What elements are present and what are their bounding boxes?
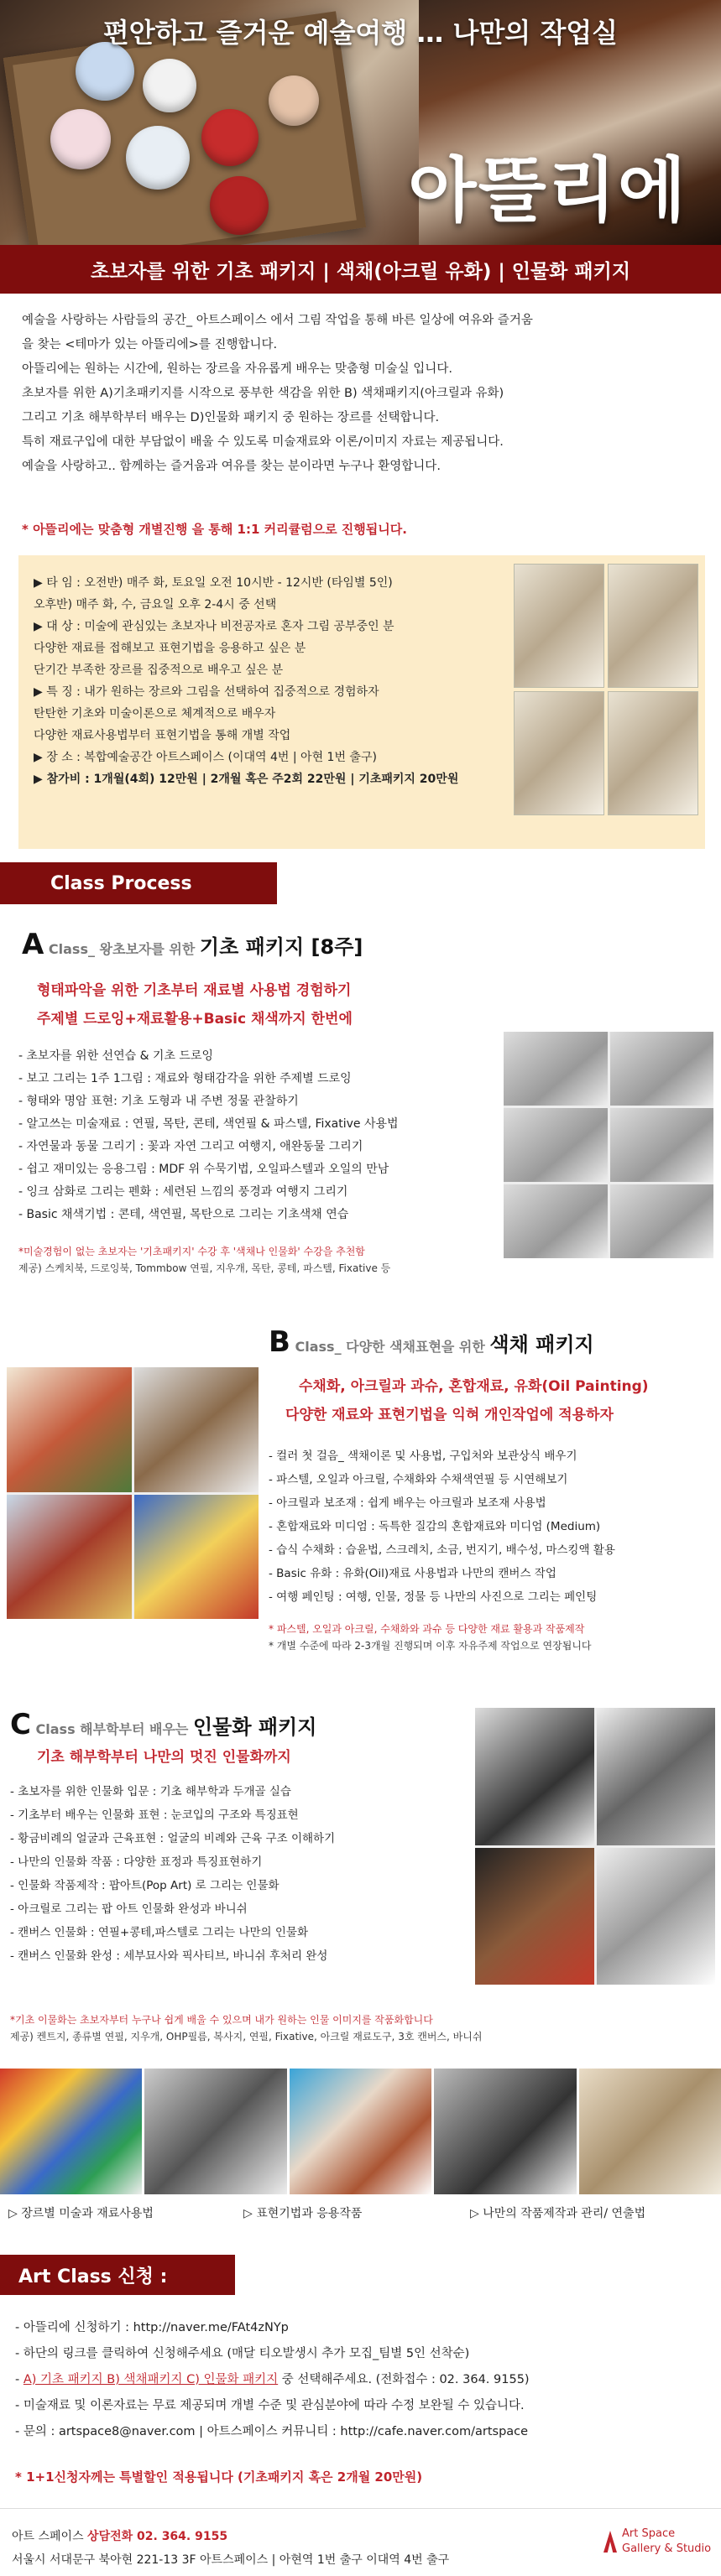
curriculum-item: - 황금비례의 얼굴과 근육표현 : 얼굴의 비례와 근육 구조 이해하기	[10, 1832, 336, 1845]
curriculum-item: - 초보자를 위한 선연습 & 기초 드로잉	[18, 1049, 214, 1063]
curriculum-item: - 아크릴로 그리는 팝 아트 인물화 완성과 바니쉬	[10, 1902, 248, 1916]
classC-note: 제공) 켄트지, 종류별 연필, 지우개, OHP필름, 복사지, 연필, Fixative, 아크릴 재료도구, 3호 캔버스, 바니쉬	[10, 2031, 483, 2043]
process-caption: ▷ 나만의 작품제작과 관리/ 연출법	[470, 2207, 646, 2220]
curriculum-item: - Basic 채색기법 : 콘테, 색연필, 목탄으로 그리는 기초색채 연습	[18, 1208, 349, 1221]
classB-highlight: 수채화, 아크릴과 과슈, 혼합재료, 유화(Oil Painting)	[299, 1378, 649, 1395]
info-row: ▶ 타 임 : 오전반) 매주 화, 토요일 오전 10시반 - 12시반 (타임별 5인)	[34, 576, 393, 590]
process-caption: ▷ 표현기법과 응용작품	[243, 2207, 363, 2220]
artwork-image	[504, 1184, 608, 1258]
intro-text	[22, 309, 702, 479]
classC-artwork-collage	[475, 1708, 715, 1985]
artwork-image	[597, 1708, 716, 1845]
info-row: 단기간 부족한 장르를 집중적으로 배우고 싶은 분	[34, 664, 284, 677]
classC-note: *기초 이물화는 초보자부터 누구나 쉽게 배울 수 있으며 내가 원하는 인물 이미지를 작품화합니다	[10, 2014, 433, 2026]
process-photo	[434, 2069, 576, 2194]
apply-line: - 하단의 링크를 클릭하여 신청해주세요 (매달 티오발생시 추가 모집_팀별 5인 선착순)	[15, 2347, 470, 2360]
curriculum-item: - 기초부터 배우는 인물화 표현 : 눈코입의 구조와 특징표현	[10, 1808, 299, 1822]
logo-text: Gallery & Studio	[622, 2542, 712, 2555]
artwork-image	[475, 1848, 594, 1985]
hero-tagline: 편안하고 즐거운 예술여행 … 나만의 작업실	[102, 17, 619, 49]
paint-cap	[269, 75, 319, 126]
intro-line: 을 찾는 <테마가 있는 아뜰리에>를 진행합니다.	[22, 338, 278, 351]
classC-letter: C	[10, 1708, 31, 1741]
curriculum-item: - 여행 페인팅 : 여행, 인물, 정물 등 나만의 사진으로 그리는 페인팅	[269, 1590, 598, 1604]
footer	[0, 2508, 721, 2576]
artwork-image	[475, 1708, 594, 1845]
curriculum-item: - 캔버스 인물화 완성 : 세부묘사와 픽사티브, 바니쉬 후처리 완성	[10, 1949, 328, 1963]
classA-notes	[18, 1243, 390, 1277]
paint-cap	[143, 59, 196, 112]
curriculum-item: - 쉽고 재미있는 응용그림 : MDF 위 수묵기법, 오일파스텔과 오일의 만남	[18, 1163, 389, 1176]
classC-subtitle: Class 해부학부터 배우는	[35, 1721, 189, 1737]
apply-line	[15, 2367, 712, 2393]
classB-highlight: 다양한 재료와 표현기법을 익혀 개인작업에 적용하자	[285, 1407, 614, 1423]
curriculum-item: - 파스텔, 오일과 아크릴, 수채화와 수채색연필 등 시연해보기	[269, 1473, 568, 1486]
info-row: ▶ 대 상 : 미술에 관심있는 초보자나 비전공자로 혼자 그림 공부중인 분	[34, 620, 394, 633]
studio-photo	[608, 691, 698, 815]
process-photo-strip	[0, 2069, 721, 2194]
classB-artwork-collage	[7, 1367, 259, 1619]
studio-photo	[514, 564, 604, 688]
artwork-image	[504, 1108, 608, 1182]
intro-line: 그리고 기초 해부학부터 배우는 D)인물화 패키지 중 원하는 장르를 선택합니다.	[22, 411, 440, 424]
info-rows	[34, 572, 529, 790]
special-discount: * 1+1신청자께는 특별할인 적용됩니다 (기초패키지 혹은 2개월 20만원)	[15, 2469, 423, 2485]
info-row: ▶ 특 징 : 내가 원하는 장르와 그림을 선택하여 집중적으로 경험하자	[34, 685, 379, 699]
classA-subtitle: Class_ 왕초보자를 위한	[48, 941, 196, 957]
info-row: 다양한 재료사용법부터 표현기법을 통해 개별 작업	[34, 729, 291, 742]
curriculum-item: - 초보자를 위한 인물화 입문 : 기초 해부학과 두개골 실습	[10, 1785, 291, 1798]
intro-line: 예술을 사랑하고.. 함께하는 즐거움과 여유를 찾는 분이라면 누구나 환영합니다.	[22, 460, 441, 473]
classC-notes	[10, 2011, 482, 2045]
info-row: 다양한 재료를 접해보고 표현기법을 응용하고 싶은 분	[34, 642, 306, 655]
classA-title: 기초 패키지 [8주]	[199, 935, 363, 959]
curriculum-item: - Basic 유화 : 유화(Oil)재료 사용법과 나만의 캔버스 작업	[269, 1567, 556, 1580]
footer-phone: 상담전화 02. 364. 9155	[87, 2530, 228, 2543]
package-options: A) 기초 패키지 B) 색채패키지 C) 인물화 패키지	[23, 2373, 279, 2386]
curriculum-item: - 나만의 인물화 작품 : 다양한 표정과 특징표현하기	[10, 1855, 263, 1869]
intro-line: 특히 재료구입에 대한 부담없이 배울 수 있도록 미술재료와 이론/이미지 자료는 제공됩니다.	[22, 435, 504, 449]
classB-notes	[269, 1621, 592, 1654]
classB-subtitle: Class_ 다양한 색채표현을 위한	[295, 1339, 485, 1355]
curriculum-item: - 잉크 삼화로 그리는 펜화 : 세련된 느낌의 풍경과 여행지 그리기	[18, 1185, 348, 1199]
artwork-image	[597, 1848, 716, 1985]
curriculum-item: - 혼합재료와 미디엄 : 독특한 질감의 혼합재료와 미디엄 (Medium)	[269, 1520, 601, 1533]
apply-link-line[interactable]: - 아뜰리에 신청하기 : http://naver.me/FAt4zNYp	[15, 2321, 289, 2334]
artwork-image	[610, 1108, 714, 1182]
classB-curriculum	[269, 1444, 615, 1609]
apply-line: - 미술재료 및 이론자료는 무료 제공되며 개별 수준 및 관심분야에 따라 수정 보완될 수 있습니다.	[15, 2399, 525, 2412]
process-captions	[0, 2204, 721, 2230]
paint-cap	[126, 126, 190, 190]
curriculum-item: - 인물화 작품제작 : 팝아트(Pop Art) 로 그리는 인물화	[10, 1879, 280, 1892]
apply-section	[15, 2315, 712, 2445]
process-photo	[290, 2069, 431, 2194]
classB-heading	[269, 1325, 594, 1359]
classC-curriculum	[10, 1780, 335, 1968]
classB-title: 색채 패키지	[489, 1333, 594, 1356]
info-row-fee: ▶ 참가비 : 1개월(4회) 12만원 | 2개월 혹은 주2회 22만원 | 기초패키지 20만원	[34, 773, 459, 786]
artwork-image	[504, 1032, 608, 1106]
process-caption: ▷ 장르별 미술과 재료사용법	[8, 2207, 154, 2220]
artwork-image	[610, 1032, 714, 1106]
artwork-image	[610, 1184, 714, 1258]
apply-dash: -	[15, 2373, 24, 2386]
footer-line1	[12, 2527, 227, 2544]
classA-heading	[22, 928, 363, 961]
process-photo	[144, 2069, 286, 2194]
process-photo	[579, 2069, 721, 2194]
paint-cap	[76, 42, 134, 101]
classA-note: *미술경험이 없는 초보자는 '기초패키지' 수강 후 '색채나 인물화' 수강을 추천함	[18, 1246, 365, 1257]
footer-address: 서울시 서대문구 북아현 221-13 3F 아트스페이스 | 아현역 1번 출구 이대역 4번 출구	[12, 2553, 450, 2567]
curriculum-item: - 자연물과 동물 그리기 : 꽃과 자연 그리고 여행지, 애완동물 그리기	[18, 1140, 363, 1153]
classA-note: 제공) 스케치북, 드로잉북, Tommbow 연필, 지우개, 목탄, 콩테, 파스텔, Fixative 등	[18, 1262, 391, 1274]
classC-heading	[10, 1708, 316, 1741]
package-ribbon: 초보자를 위한 기초 패키지 | 색채(아크릴 유화) | 인물화 패키지	[0, 245, 721, 294]
classC-highlight: 기초 해부학부터 나만의 멋진 인물화까지	[37, 1749, 291, 1766]
intro-line: 초보자를 위한 A)기초패키지를 시작으로 풍부한 색감을 위한 B) 색채패키지(아크릴과 유화)	[22, 387, 504, 400]
curriculum-item: - 형태와 명암 표현: 기초 도형과 내 주변 정물 관찰하기	[18, 1095, 299, 1108]
artwork-image	[134, 1367, 259, 1492]
classA-highlight: 형태파악을 위한 기초부터 재료별 사용법 경험하기	[37, 982, 352, 999]
intro-note: * 아뜰리에는 맞춤형 개별진행 을 통해 1:1 커리큘럼으로 진행됩니다.	[22, 522, 407, 537]
logo-text: Art Space	[622, 2527, 676, 2540]
curriculum-item: - 보고 그리는 1주 1그림 : 재료와 형태감각을 위한 주제별 드로잉	[18, 1072, 352, 1085]
hero-title: 아뜰리에	[408, 149, 687, 232]
contact-line[interactable]: - 문의 : artspace8@naver.com | 아트스페이스 커뮤니티 : http://cafe.naver.com/artspace	[15, 2425, 529, 2438]
class-process-title: Class Process	[0, 862, 277, 904]
studio-photos	[514, 564, 698, 815]
curriculum-item: - 아크릴과 보조재 : 쉽게 배우는 아크릴과 보조재 사용법	[269, 1496, 546, 1510]
curriculum-item: - 캔버스 인물화 : 연필+콩테,파스텔로 그리는 나만의 인물화	[10, 1926, 309, 1939]
artwork-image	[7, 1367, 132, 1492]
classC-title: 인물화 패키지	[192, 1715, 317, 1739]
logo-mark-icon	[603, 2531, 617, 2553]
artwork-image	[134, 1495, 259, 1620]
classB-letter: B	[269, 1325, 290, 1359]
paint-cap	[210, 176, 269, 235]
classA-curriculum	[18, 1045, 399, 1226]
intro-line: 예술을 사랑하는 사람들의 공간_ 아트스페이스 에서 그림 작업을 통해 바른 일상에 여유와 즐거움	[22, 314, 533, 327]
classA-highlight: 주제별 드로잉+재료활용+Basic 채색까지 한번에	[37, 1011, 353, 1028]
studio-photo	[608, 564, 698, 688]
curriculum-item: - 습식 수채화 : 습윤법, 스크레치, 소금, 번지기, 배수성, 마스킹액 활용	[269, 1543, 615, 1557]
classB-note: * 파스텔, 오일과 아크릴, 수채화와 과슈 등 다양한 재료 활용과 작품제작	[269, 1623, 585, 1635]
process-photo	[0, 2069, 142, 2194]
studio-photo	[514, 691, 604, 815]
curriculum-item: - 알고쓰는 미술재료 : 연필, 목탄, 콘테, 색연필 & 파스텔, Fixative 사용법	[18, 1117, 399, 1131]
info-row: 오후반) 매주 화, 수, 금요일 오후 2-4시 중 선택	[34, 598, 277, 611]
classA-letter: A	[22, 928, 44, 961]
intro-line: 아뜰리에는 원하는 시간에, 원하는 장르을 자유롭게 배우는 맞춤형 미술실 입니다.	[22, 362, 452, 376]
artwork-image	[7, 1495, 132, 1620]
classA-artwork-collage	[504, 1032, 713, 1258]
info-row: ▶ 장 소 : 복합예술공간 아트스페이스 (이대역 4번 | 아현 1번 출구)	[34, 751, 377, 764]
classB-note: * 개별 수준에 따라 2-3개월 진행되며 이후 자유주제 작업으로 연장됩니다	[269, 1640, 592, 1652]
info-box	[18, 555, 705, 849]
footer-brand: 아트 스페이스	[12, 2530, 88, 2543]
apply-title: Art Class 신청 :	[0, 2255, 235, 2295]
info-row: 탄탄한 기초와 미술이론으로 체계적으로 배우자	[34, 707, 276, 721]
curriculum-item: - 컬러 첫 걸음_ 색채이론 및 사용법, 구입처와 보관상식 배우기	[269, 1449, 577, 1463]
apply-phone: 중 선택해주세요. (전화접수 : 02. 364. 9155)	[278, 2373, 530, 2386]
artspace-logo	[603, 2526, 713, 2563]
paint-cap	[201, 109, 259, 166]
paint-cap	[50, 109, 111, 169]
hero-banner	[0, 0, 721, 245]
